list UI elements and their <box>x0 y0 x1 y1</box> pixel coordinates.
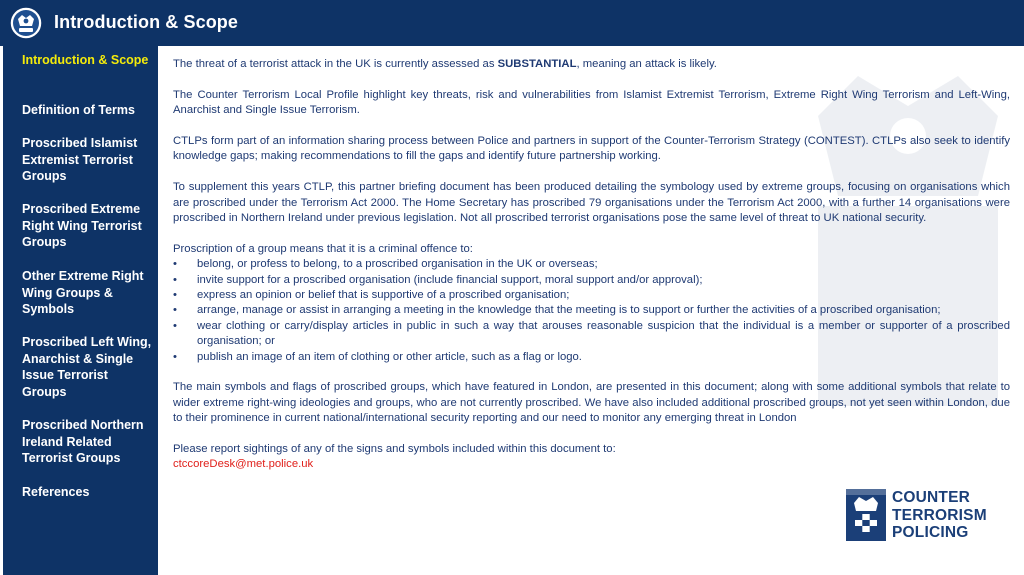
symbols-paragraph: The main symbols and flags of proscribed groups, which have featured in London, are presented in this document; along with some additional symbols that relate to wider extreme right-wing ideologies and groups, who are not currently proscribed. We have also included additional proscribed groups, not yet seen within London, due to their prominence in current national/international security reporting and our need to monitor any emerging threat in London <box>173 381 1010 425</box>
list-item: • publish an image of an item of clothing or other article, such as a flag or logo. <box>173 350 1010 365</box>
report-email-link[interactable]: ctccoreDesk@met.police.uk <box>173 458 314 471</box>
sidebar-item-right-wing-groups[interactable]: Proscribed Extreme Right Wing Terrorist Groups <box>22 202 142 250</box>
report-text: Please report sightings of any of the signs and symbols included within this document to: <box>173 443 616 456</box>
header-bar <box>0 0 1024 46</box>
supplement-paragraph: To supplement this years CTLP, this partner briefing document has been produced detailing the symbology used by extreme groups, focusing on organisations which are proscribed under the Terrorism Act 2000. The Home Secretary has proscribed 79 organisations under the Terrorism Act 2000, with a further 14 organisations were proscribed in Northern Ireland under previous legislation. Not all proscribed terrorist organisations pose the same level of threat to UK national security. <box>173 181 1010 225</box>
brand-line-1: COUNTER <box>892 489 971 506</box>
sidebar-item-introduction[interactable]: Introduction & Scope <box>22 53 149 67</box>
police-crest-icon <box>9 6 43 40</box>
list-item: • wear clothing or carry/display articles in public in such a way that arouses reasonable suspicion that the individual is a member or supporter of a proscribed organisation; or <box>173 319 1010 350</box>
sidebar-item-islamist-groups[interactable]: Proscribed Islamist Extremist Terrorist Groups <box>22 136 138 184</box>
sidebar-item-references[interactable]: References <box>22 485 90 499</box>
brand-line-3: POLICING <box>892 524 969 541</box>
threat-prefix: The threat of a terrorist attack in the UK is currently assessed as <box>173 58 498 70</box>
profile-paragraph: The Counter Terrorism Local Profile highlight key threats, risk and vulnerabilities from Islamist Extremist Terrorism, Extreme Right Wing Terrorism and Left-Wing, Anarchist and Single Issue Terrorism. <box>173 88 1010 117</box>
list-item: • invite support for a proscribed organisation (include financial support, moral support and/or approval); <box>173 273 1010 288</box>
list-item: • express an opinion or belief that is supportive of a proscribed organisation; <box>173 288 1010 303</box>
sidebar-item-other-right-wing[interactable]: Other Extreme Right Wing Groups & Symbols <box>22 269 144 317</box>
threat-level-paragraph <box>173 57 1010 72</box>
intro-text <box>173 57 1010 488</box>
sidebar-item-definitions[interactable]: Definition of Terms <box>22 103 135 117</box>
report-paragraph <box>173 442 1010 473</box>
sidebar <box>3 46 158 575</box>
list-item: • arrange, manage or assist in arranging a meeting in the knowledge that the meeting is to support or further the activities of a proscribed organisation; <box>173 303 1010 318</box>
proscription-intro: Proscription of a group means that it is a criminal offence to: <box>173 242 473 255</box>
brand-line-2: TERRORISM <box>892 506 987 524</box>
counter-terrorism-policing-logo <box>892 489 987 542</box>
threat-suffix: , meaning an attack is likely. <box>576 58 717 70</box>
sidebar-item-left-wing-groups[interactable]: Proscribed Left Wing, Anarchist & Single Issue Terrorist Groups <box>22 335 152 400</box>
page-title: Introduction & Scope <box>54 12 238 32</box>
offence-list <box>173 257 1010 365</box>
ctlps-paragraph: CTLPs form part of an information sharing process between Police and partners in support of the Counter-Terrorism Strategy (CONTEST). CTLPs also seek to identify knowledge gaps; making recommendations to fill the gaps and identify future partnership working. <box>173 135 1010 163</box>
threat-level-value: SUBSTANTIAL <box>497 58 577 70</box>
crown-shield-icon <box>846 489 886 541</box>
sidebar-item-northern-ireland[interactable]: Proscribed Northern Ireland Related Terrorist Groups <box>22 418 144 466</box>
list-item: • belong, or profess to belong, to a proscribed organisation in the UK or overseas; <box>173 257 1010 272</box>
